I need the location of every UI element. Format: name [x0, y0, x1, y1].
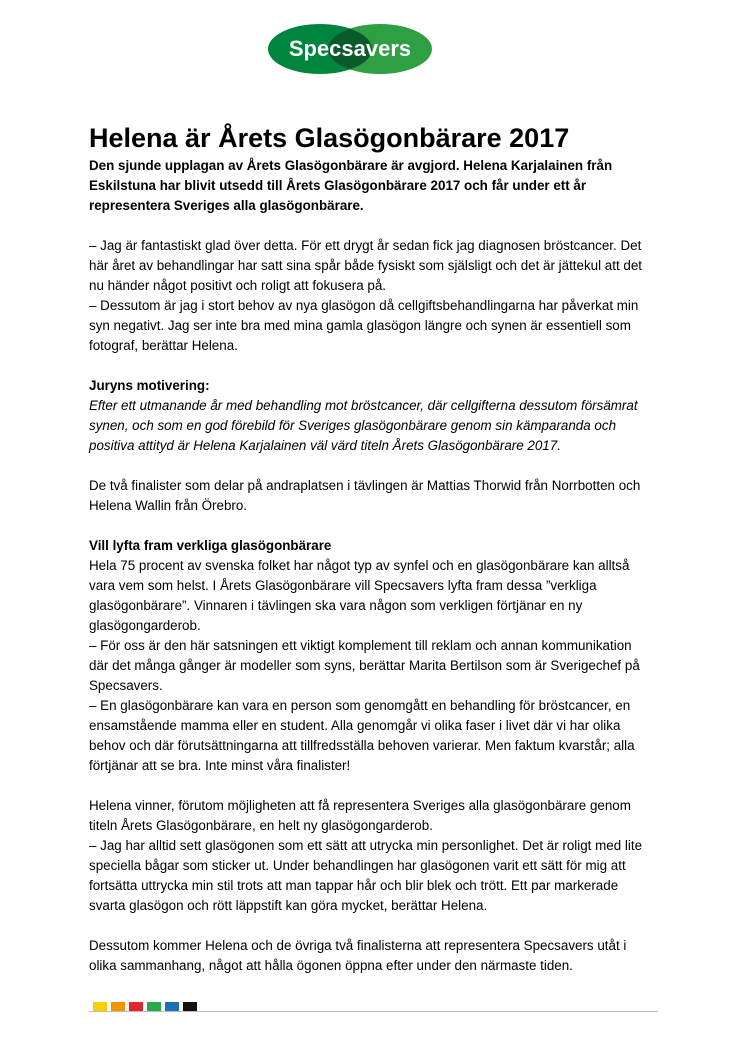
article-lead: Den sjunde upplagan av Årets Glasögonbärare är avgjord. Helena Karjalainen från Eskilstuna har blivit utsedd till Årets Glasögonbärare 2017 och får under ett år representera Sveriges alla glasögonbärare.: [89, 158, 613, 213]
article-title: Helena är Årets Glasögonbärare 2017: [89, 123, 570, 153]
quote-paragraph-1: – Jag är fantastiskt glad över detta. För ett drygt år sedan fick jag diagnosen bröstcancer. Det här året av behandlingar har satt sina spår både fysiskt som själsligt och det är jättekul att det nu händer något positivt och roligt att fokusera på.: [89, 238, 643, 293]
footer-color-square: [147, 1002, 161, 1011]
article-body: [89, 120, 649, 976]
section-paragraph-3: – En glasögonbärare kan vara en person som genomgått en behandling för bröstcancer, en ensamstående mamma eller en student. Alla genomgår vi olika faser i livet där vi har olika behov och där förutsättningarna att tillfredsställa behoven varierar. Men faktum kvarstår; alla förtjänar att se bra. Inte minst våra finalister!: [89, 698, 635, 773]
footer-color-square: [111, 1002, 125, 1011]
closing-paragraph: Dessutom kommer Helena och de övriga två finalisterna att representera Specsavers utåt i olika sammanhang, något att hålla ögonen öppna efter under den närmaste tiden.: [89, 938, 627, 973]
winner-paragraph-1: Helena vinner, förutom möjligheten att få representera Sveriges alla glasögonbärare genom titeln Årets Glasögonbärare, en helt ny glasögongarderob.: [89, 798, 631, 833]
footer-rule: [89, 1011, 658, 1012]
footer-color-square: [165, 1002, 179, 1011]
specsavers-logo: [268, 24, 432, 74]
winner-paragraph-2: – Jag har alltid sett glasögonen som ett sätt att utrycka min personlighet. Det är roligt med lite speciella bågar som sticker ut. Under behandlingen har glasögonen varit ett sätt för mig att fortsätta uttrycka min stil trots att man tappar hår och blir blek och trött. Ett par markerade svarta glasögon och rött läppstift kan göra mycket, berättar Helena.: [89, 838, 643, 913]
jury-motivation: Efter ett utmanande år med behandling mot bröstcancer, där cellgifterna dessutom försämrat synen, och som en god förebild för Sveriges glasögonbärare genom sin kämparanda och positiva attityd är Helena Karjalainen väl värd titeln Årets Glasögonbärare 2017.: [89, 398, 638, 453]
footer-color-square: [93, 1002, 107, 1011]
quote-paragraph-2: – Dessutom är jag i stort behov av nya glasögon då cellgiftsbehandlingarna har påverkat min syn negativt. Jag ser inte bra med mina gamla glasögon längre och synen är essentiell som fotograf, berättar Helena.: [89, 298, 639, 353]
section-paragraph-2: – För oss är den här satsningen ett viktigt komplement till reklam och annan kommunikation där det många gånger är modeller som syns, berättar Marita Bertilson som är Sverigechef på Specsavers.: [89, 638, 640, 693]
footer-color-square: [129, 1002, 143, 1011]
finalists-paragraph: De två finalister som delar på andraplatsen i tävlingen är Mattias Thorwid från Norrbotten och Helena Wallin från Örebro.: [89, 478, 641, 513]
section-paragraph-1: Hela 75 procent av svenska folket har något typ av synfel och en glasögonbärare kan alltså vara vem som helst. I Årets Glasögonbärare vill Specsavers lyfta fram dessa ”verkliga glasögonbärare”. Vinnaren i tävlingen ska vara någon som verkligen förtjänar en ny glasögongarderob.: [89, 558, 630, 633]
jury-heading: Juryns motivering:: [89, 378, 210, 393]
footer-color-square: [183, 1002, 197, 1011]
section-heading: Vill lyfta fram verkliga glasögonbärare: [89, 538, 332, 553]
footer-decoration: [89, 1002, 658, 1014]
logo-wordmark: Specsavers: [288, 36, 412, 61]
